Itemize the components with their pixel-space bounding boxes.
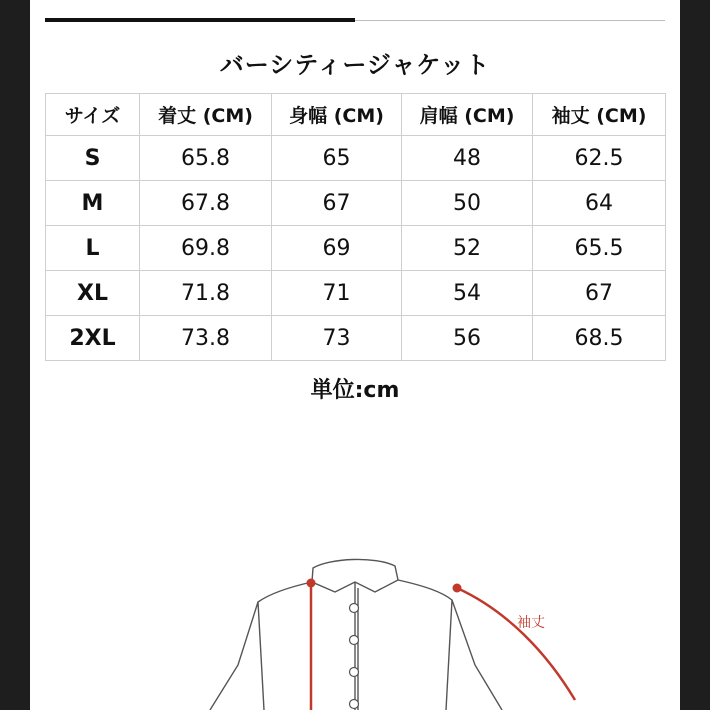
size-chart-page [30,0,680,710]
length-cell: 65.8 [140,136,272,181]
table-row [46,271,666,316]
sleeve-length-cell: 65.5 [533,226,666,271]
header-size: サイズ [46,94,140,136]
length-start-dot [307,579,316,588]
length-cell: 69.8 [140,226,272,271]
body-width-cell: 67 [272,181,402,226]
button-icon [350,700,359,709]
header-shoulder-width: 肩幅 (CM) [402,94,533,136]
size-cell: M [46,181,140,226]
header-length: 着丈 (CM) [140,94,272,136]
shoulder-width-cell: 52 [402,226,533,271]
right-armhole-outline [446,600,452,710]
length-cell: 71.8 [140,271,272,316]
size-cell: L [46,226,140,271]
sleeve-length-label: 袖丈 [517,615,545,631]
unit-label: 単位:cm [310,378,400,403]
shoulder-width-cell: 56 [402,316,533,361]
buttons [350,604,359,709]
button-icon [350,668,359,677]
size-cell: XL [46,271,140,316]
body-width-cell: 65 [272,136,402,181]
product-title: バーシティージャケット [219,51,491,79]
shoulder-width-cell: 54 [402,271,533,316]
size-table [45,93,666,361]
table-row [46,316,666,361]
size-cell: 2XL [46,316,140,361]
header-sleeve-length: 袖丈 (CM) [533,94,666,136]
shoulder-width-cell: 50 [402,181,533,226]
table-header-row [46,94,666,136]
shoulder-width-cell: 48 [402,136,533,181]
sleeve-length-cell: 62.5 [533,136,666,181]
button-icon [350,604,359,613]
size-cell: S [46,136,140,181]
table-row [46,226,666,271]
length-cell: 73.8 [140,316,272,361]
sleeve-measure-line [457,588,575,700]
sleeve-length-cell: 64 [533,181,666,226]
button-icon [350,636,359,645]
table-row [46,136,666,181]
left-armhole-outline [258,602,264,710]
length-cell: 67.8 [140,181,272,226]
measurement-markers [311,583,575,710]
sleeve-start-dot [453,584,462,593]
body-width-cell: 73 [272,316,402,361]
body-width-cell: 69 [272,226,402,271]
header-body-width: 身幅 (CM) [272,94,402,136]
jacket-outline [210,559,502,710]
tab-inactive-indicator[interactable] [355,20,665,21]
table-row [46,181,666,226]
sleeve-length-cell: 67 [533,271,666,316]
sleeve-length-cell: 68.5 [533,316,666,361]
body-width-cell: 71 [272,271,402,316]
tab-active-indicator[interactable] [45,18,355,22]
jacket-measurement-diagram [30,540,680,710]
tab-indicator [45,18,665,22]
